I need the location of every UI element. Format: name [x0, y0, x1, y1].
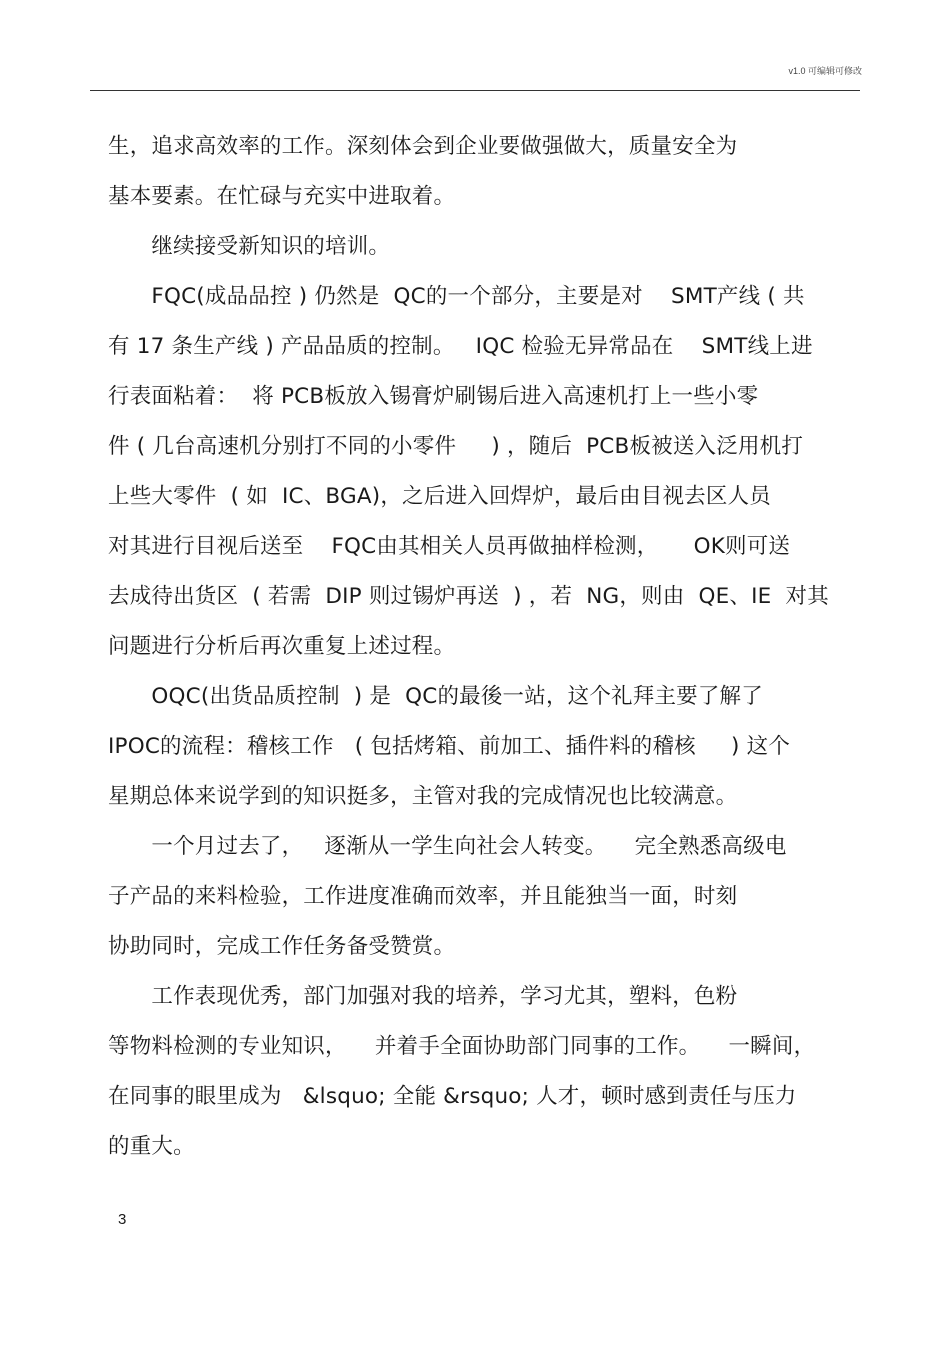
text-line: 生，追求高效率的工作。深刻体会到企业要做强做大，质量安全为: [108, 134, 738, 159]
page-number: 3: [118, 1211, 127, 1228]
text-line: 子产品的来料检验，工作进度准确而效率，并且能独当一面，时刻: [108, 884, 738, 909]
text-line: 星期总体来说学到的知识挺多，主管对我的完成情况也比较满意。: [108, 784, 738, 809]
text-line: 上些大零件 ( 如 IC、BGA)，之后进入回焊炉，最后由目视去区人员: [108, 484, 771, 509]
text-line: IPOC的流程：稽核工作 ( 包括烤箱、前加工、插件料的稽核 ) 这个: [108, 734, 791, 759]
text-line: 一个月过去了， 逐渐从一学生向社会人转变。 完全熟悉高级电: [108, 834, 787, 859]
text-line: 工作表现优秀，部门加强对我的培养，学习尤其，塑料，色粉: [108, 984, 738, 1009]
text-line: 去成待出货区 ( 若需 DIP 则过锡炉再送 ) ，若 NG，则由 QE、IE 对其: [108, 584, 829, 609]
text-line: 有 17 条生产线 ) 产品品质的控制。 IQC 检验无异常品在 SMT线上进: [108, 334, 813, 359]
text-line: 的重大。: [108, 1134, 195, 1159]
document-body: [108, 122, 850, 1172]
text-line: 在同事的眼里成为 &lsquo; 全能 &rsquo; 人才，顿时感到责任与压力: [108, 1084, 797, 1109]
text-line: 对其进行目视后送至 FQC由其相关人员再做抽样检测， OK则可送: [108, 534, 791, 559]
header-divider: [90, 90, 860, 91]
text-line: 件 ( 几台高速机分别打不同的小零件 ) ，随后 PCB板被送入泛用机打: [108, 434, 804, 459]
text-line: 等物料检测的专业知识， 并着手全面协助部门同事的工作。 一瞬间，: [108, 1034, 816, 1059]
text-line: 基本要素。在忙碌与充实中进取着。: [108, 184, 456, 209]
text-line: 协助同时，完成工作任务备受赞赏。: [108, 934, 456, 959]
text-line: OQC(出货品质控制 ) 是 QC的最後一站，这个礼拜主要了解了: [108, 684, 763, 709]
text-line: 问题进行分析后再次重复上述过程。: [108, 634, 456, 659]
text-line: 行表面粘着： 将 PCB板放入锡膏炉刷锡后进入高速机打上一些小零: [108, 384, 759, 409]
version-header: v1.0 可编辑可修改: [788, 66, 862, 76]
text-line: FQC(成品品控 ) 仍然是 QC的一个部分，主要是对 SMT产线 ( 共: [108, 284, 805, 309]
text-line: 继续接受新知识的培训。: [108, 234, 391, 259]
